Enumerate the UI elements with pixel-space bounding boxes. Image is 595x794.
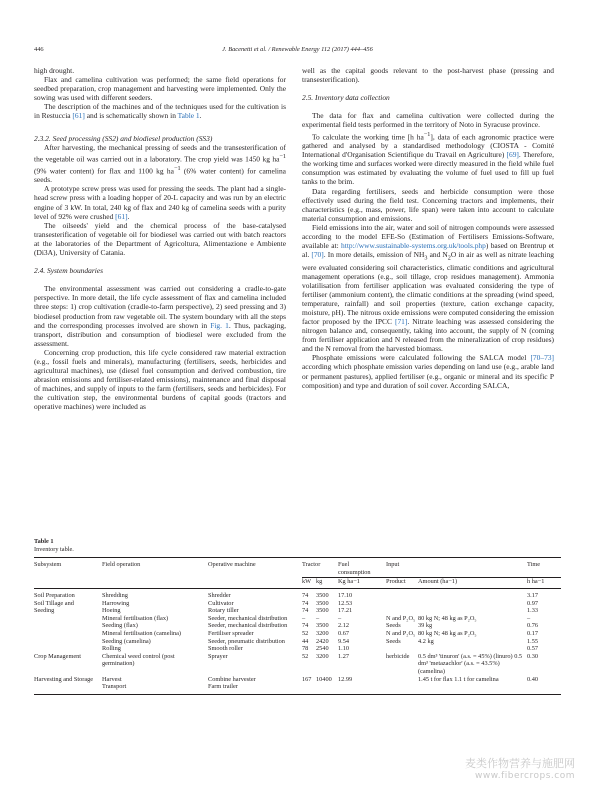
section-heading: 2.4. System boundaries — [34, 266, 103, 276]
paragraph: Concerning crop production, this life cycle considered raw material extraction (e.g., fossil fuels and minerals), manufacturing (fertilisers, seeds, herbicides and agricultural machines), use (diesel fuel consumption and derived combustion, tire abrasion emissions and fertiliser-related emissions), maintenance and final disposal of machines, and supply of inputs to the farm (fertilisers, seeds and herbicides). For the cultivation step, the environmental burdens of capital goods (tractors and operative machines) were included as — [34, 347, 286, 412]
paragraph: The oilseeds' yield and the chemical process of the base-catalysed transesterification of vegetable oil for biodiesel was carried out with batch reactors at the laboratories of the Department of Agricoltura, Alimentazione e Ambiente (Di3A), University of Catania. — [34, 220, 286, 257]
reference-link[interactable]: [61] — [115, 211, 128, 221]
table-row: Seeding (camelina) Seeder, pneumatic distribution 44 2420 9.54 Seeds 4.2 kg 1.55 — [102, 637, 539, 645]
col-header-fuel: Fuel consumption — [338, 558, 386, 578]
reference-link[interactable]: [61] — [72, 111, 85, 121]
figure-link[interactable]: Fig. 1 — [210, 320, 229, 330]
table-row: Crop Management Chemical weed control (post germination) Sprayer 52 3200 1.27 herbicide 0.5 dm³ 'tinuron' (a.s. = 45%) (linuro) 0.5 dm³ 'metazachlor' (a.s. = 43.5%) (camelina) 0.30 — [34, 652, 539, 675]
table-row: Seeding (flax) Seeder, mechanical distribution 74 3500 2.12 Seeds 39 kg 0.76 — [102, 622, 539, 630]
reference-link[interactable]: [71] — [394, 317, 408, 327]
col-header-input: Input — [386, 558, 527, 578]
table-row: Harvesting and Storage Harvest Combine harvester 167 10400 12.99 1.45 t for flax 1.1 t for camelina 0.40 — [34, 675, 539, 683]
watermark-url: www.fibercrops.com — [475, 771, 575, 781]
col-header-amount: Amount (ha−1) — [418, 578, 458, 586]
left-column — [34, 66, 286, 411]
running-header — [34, 46, 561, 56]
section-heading: 2.5. Inventory data collection — [302, 93, 390, 103]
paragraph: Phosphate emissions were calculated following the SALCA model [70–73] according which phosphate emission varies depending on land use (e.g., arable land or permanent pastures), applied fertiliser (e.g., organic or mineral and its specific P composition) and type and duration of soil cover. According SALCA, — [302, 353, 554, 390]
col-header-kg: kg — [316, 578, 323, 586]
table-row: Seeding Hoeing Rotary tiller 74 3500 17.21 1.33 — [34, 607, 539, 615]
table-link[interactable]: Table 1 — [177, 111, 200, 121]
page-number: 446 — [34, 46, 44, 53]
col-header-product: Product — [386, 578, 406, 586]
paragraph: The environmental assessment was carried out considering a cradle-to-gate perspective. In more detail, the life cycle assessment of flax and camelina included three steps: 1) crop cultivation (cradle-to-farm perspective), 2) seed pressing and 3) biodiesel production from raw vegetable oil. The system boundary with all the steps and the corresponding processes involved are shown in Fig. 1. Thus, packaging, transport, distribution and consumption of biodiesel were excluded from the assessment. — [34, 284, 287, 348]
table-caption: Table 1 — [34, 538, 54, 545]
inventory-table-block — [34, 538, 561, 695]
table-row: Soil Tillage and Harrowing Cultivator 74 3500 12.53 0.97 — [34, 599, 539, 607]
col-header-field-operation: Field operation — [102, 561, 141, 569]
reference-link[interactable]: [70–73] — [530, 353, 554, 363]
reference-link[interactable]: [70] — [311, 250, 324, 260]
journal-citation: J. Bacenetti et al. / Renewable Energy 112 (2017) 444–456 — [222, 46, 373, 53]
paragraph: Data regarding fertilisers, seeds and herbicide consumption were those effectively used during the field test. Concerning tractors and implements, their characteristics (e.g., mass, power, life span) were taken into account to calculate material consumption and emissions. — [302, 186, 554, 223]
paragraph: To calculate the working time [h $ha^{-1}$], data of each agronomic practice were gathered and analysed by a standardised methodology (CIOSTA - Comité International d'Organisation Scientifique du Travail en Agriculture) [69]. Therefore, the working time and surfaces worked were directly measured in the field while fuel consumption was estimated by evaluating the volume of fuel used to fill up fuel tanks to the brim. — [302, 130, 554, 187]
paragraph: The description of the machines and of the techniques used for the cultivation is in Restuccia [61] and is schematically shown in Table 1. — [34, 102, 286, 121]
paragraph: The data for flax and camelina cultivation were collected during the experimental field tests performed in the territory of Noto in Syracuse province. — [302, 111, 554, 130]
inventory-table — [34, 558, 561, 694]
col-header-subsystem: Subsystem — [34, 561, 62, 569]
table-row: Soil Preparation Shredding Shredder 74 3500 17.10 3.17 — [34, 591, 539, 599]
watermark-title: 麦类作物营养与施肥网 — [465, 757, 575, 770]
section-heading: 2.3.2. Seed processing (SS2) and biodiesel production (SS3) — [34, 134, 213, 144]
watermark — [465, 757, 575, 783]
paragraph: well as the capital goods relevant to the post-harvest phase (pressing and transesterification). — [302, 66, 554, 85]
table-row: Transport Farm trailer — [102, 683, 238, 691]
table-row: Rolling Smooth roller 78 2540 1.10 0.57 — [102, 645, 539, 653]
right-column — [302, 66, 554, 390]
col-header-time: Time — [527, 558, 561, 578]
paragraph: A prototype screw press was used for pressing the seeds. The plant had a single-head screw press with a loading hopper of 20-L capacity and was run by an electric engine of 3 kW. In total, 240 kg of flax and 240 kg of camelina seeds with a purity level of 92% were crushed [61]. — [34, 184, 286, 221]
paragraph: Field emissions into the air, water and soil of nitrogen compounds were assessed according to the model EFE-So (Estimation of Fertilisers Emissions-Software, available at: http://www.sustainable-systems.org.uk/tools.php) based on Brentrup et al. [70]. In more details, emission of $NH_3$ and $N_2O$ in air as well as nitrate leaching were evaluated considering soil characteristics, climatic conditions and agricultural management operations (e.g., soil tillage, crop residues management). Ammonia volatilisation from fertiliser application was evaluated considering the type of fertiliser (ammonium content), the climatic conditions at the spreading (wind speed, temperature, rainfall) and soil properties (texture, cation exchange capacity, moisture, pH). The nitrous oxide emissions were computed considering the emission factor proposed by the IPCC [71]. Nitrate leaching was assessed considering the nitrogen balance and, consequently, taking into account, the supply of N (coming from fertiliser application and N released from the mineralization of crop residues) and the N removal from the harvested biomass. — [302, 222, 555, 354]
paragraph: After harvesting, the mechanical pressing of seeds and the transesterification of the vegetable oil was carried out in a laboratory. The crop yield was 1450 kg $ha^{-1}$ (9% water content) for flax and 1100 kg $ha^{-1}$ (6% water content) for camelina seeds. — [34, 143, 286, 185]
table-row: Mineral fertilisation (camelina) Fertiliser spreader 52 3200 0.67 N and P₂O₅ 80 kg N; 48 kg as P₂O₅ 0.17 — [102, 629, 539, 637]
col-header-kw: kW — [302, 578, 312, 586]
table-row: Mineral fertilisation (flax) Seeder, mechanical distribution – – – N and P₂O₅ 80 kg N; 48 kg as P₂O₅ – — [102, 614, 531, 622]
reference-link[interactable]: [69] — [506, 150, 519, 160]
col-header-tractor: Tractor — [302, 558, 338, 578]
col-header-kgha: Kg ha−1 — [338, 578, 360, 586]
paragraph: Flax and camelina cultivation was performed; the same field operations for seedbed preparation, crop management and harvesting were implemented. Only the sowing was used with different seeders. — [34, 75, 286, 103]
paragraph: high drought. — [34, 66, 75, 75]
table-subtitle: Inventory table. — [34, 545, 74, 553]
url-link[interactable]: http://www.sustainable-systems.org.uk/tools.php — [341, 240, 486, 250]
col-header-operative-machine: Operative machine — [208, 561, 256, 569]
col-header-hha: h ha−1 — [527, 578, 545, 586]
